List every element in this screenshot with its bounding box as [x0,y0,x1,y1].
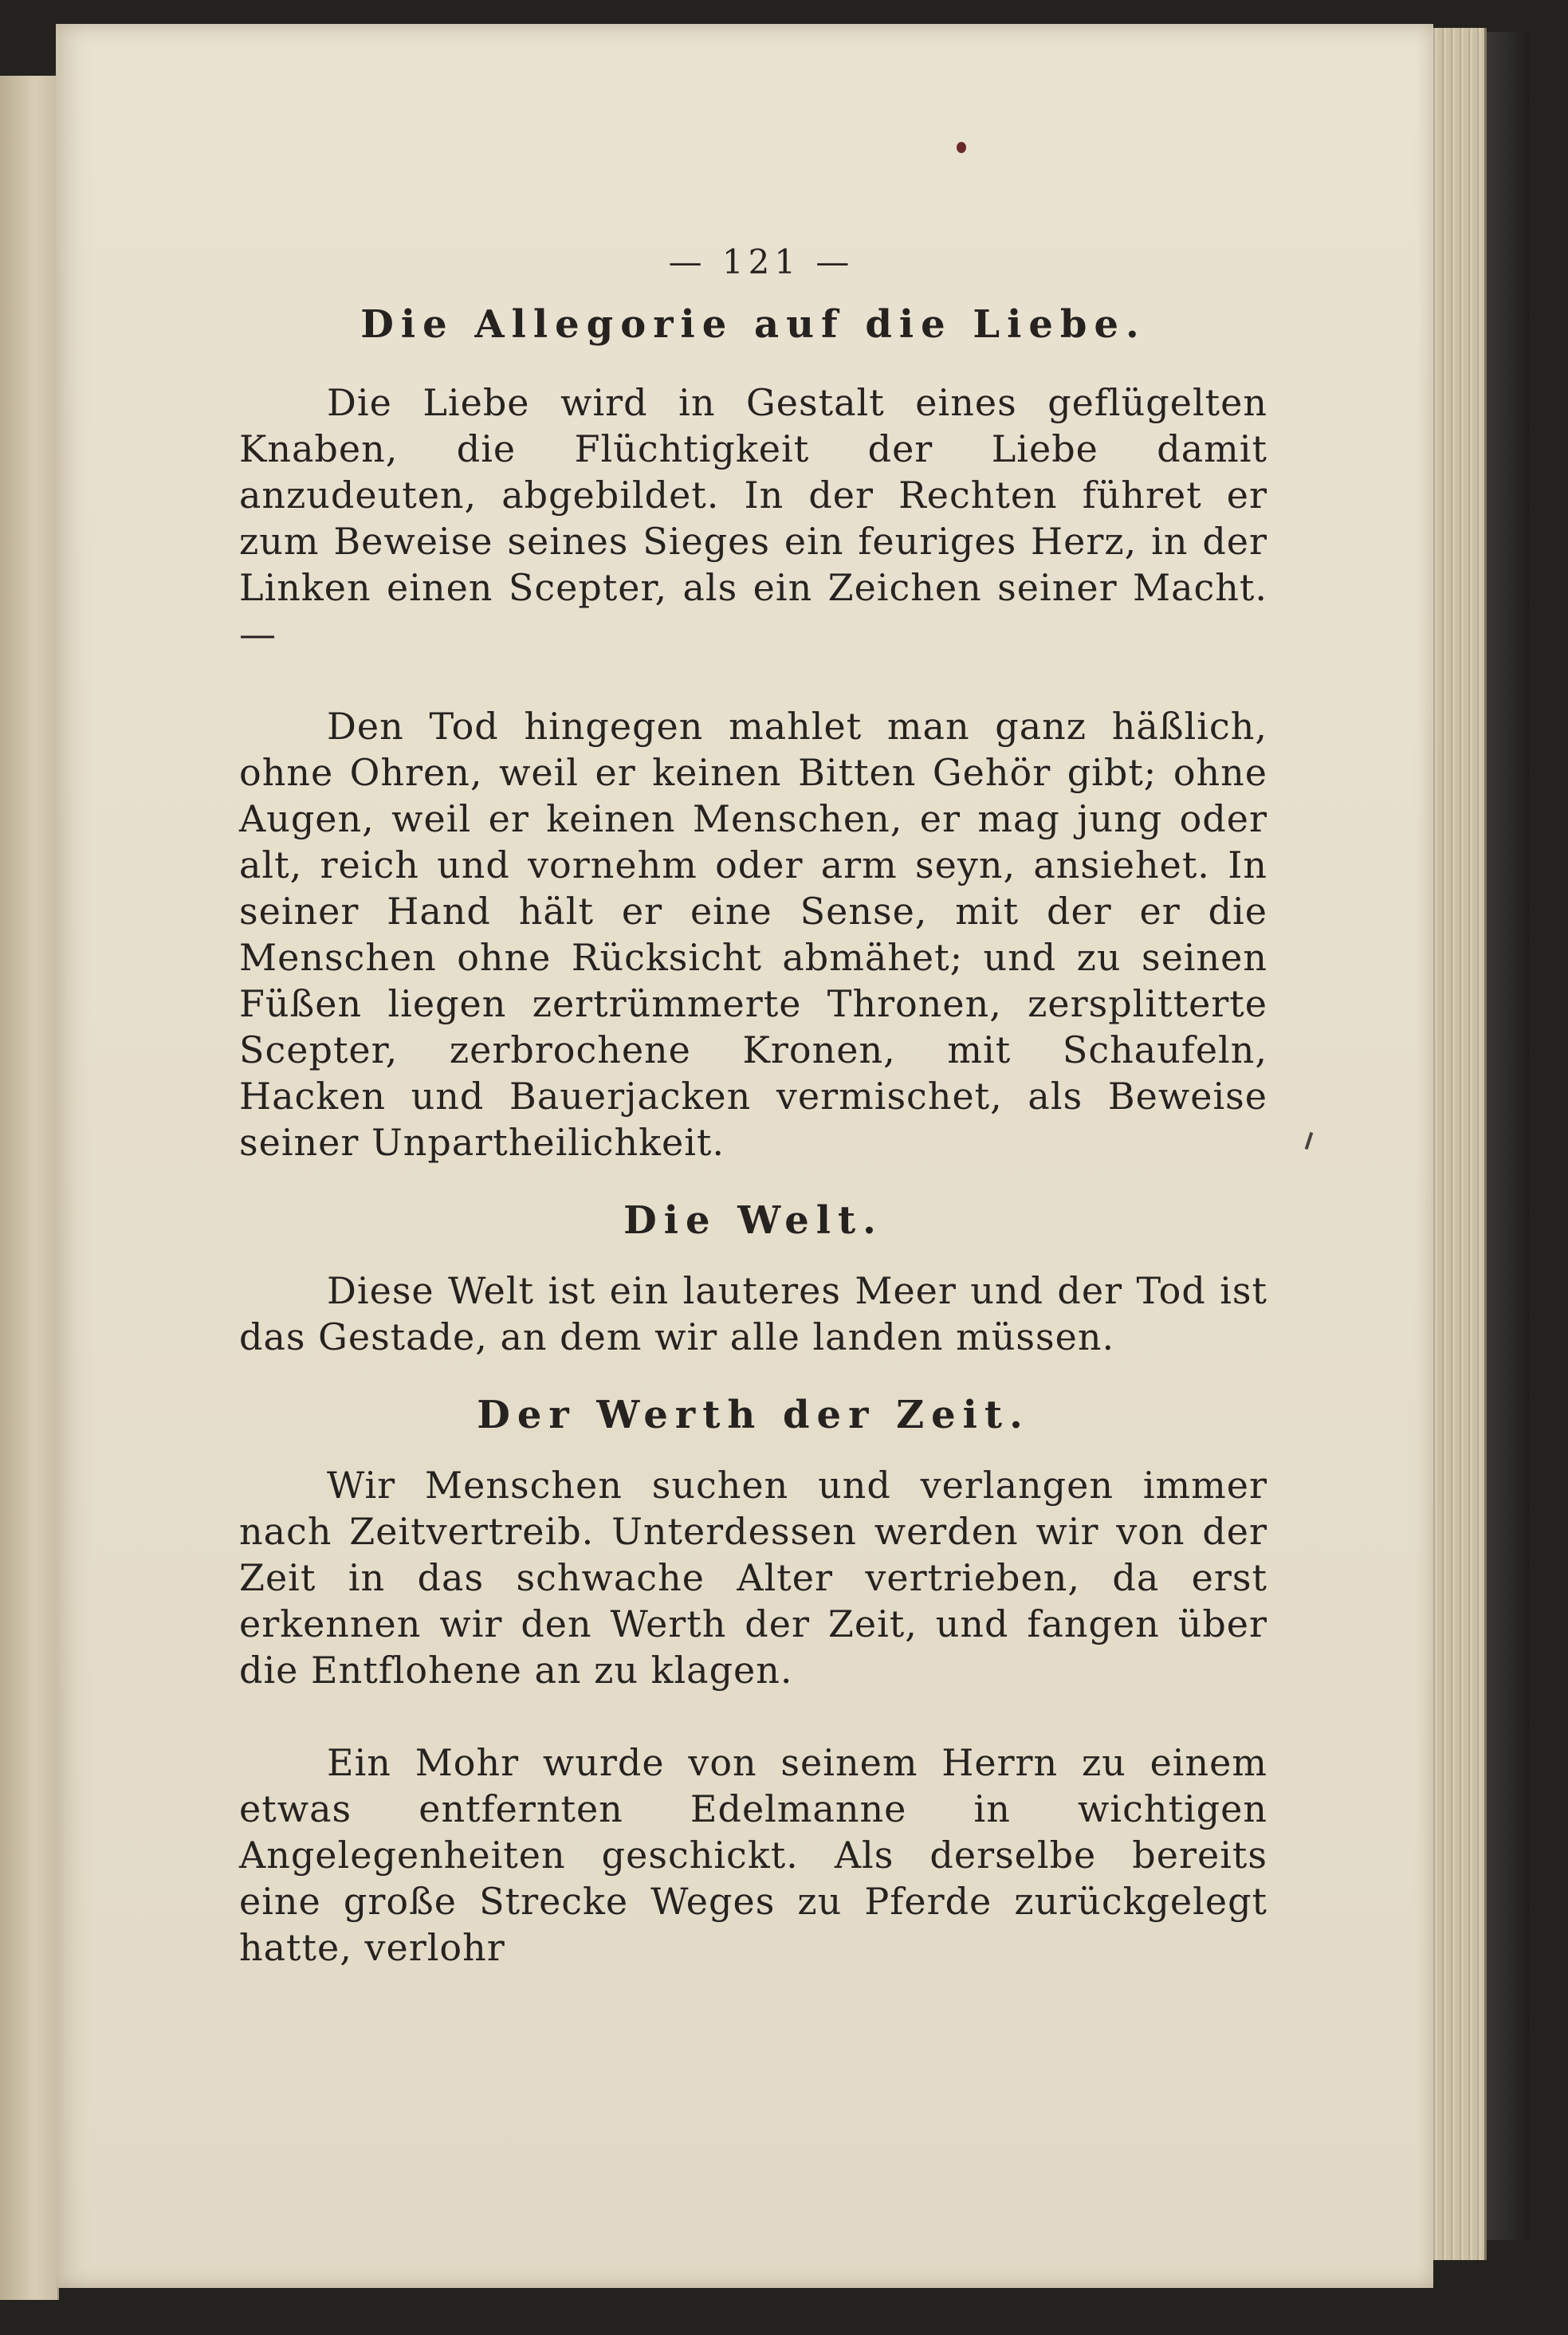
previous-page-edge [0,76,59,2300]
page-number: — 121 — [668,242,855,281]
section-heading-allegorie: Die Allegorie auf die Liebe. [360,302,1146,347]
section-heading-welt: Die Welt. [623,1198,883,1243]
book-cover-edge [1481,32,1529,2240]
stray-mark [1305,1132,1314,1150]
paragraph-zeit: Wir Menschen suchen und verlangen immer nach Zeitvertreib. Unterdessen werden wir von der Zeit in das schwache Alter vertrieben, da erst erkennen wir den Werth der Zeit, und fangen über die Entflohene an zu klagen. [239,1464,1267,1692]
book-page [56,24,1433,2288]
ink-spot [957,142,966,153]
paragraph-liebe: Die Liebe wird in Gestalt eines geflügelten Knaben, die Flüchtigkeit der Liebe damit anzudeuten, abgebildet. In der Rechten führet er zum Beweise seines Sieges ein feuriges Herz, in der Linken einen Scepter, als ein Zeichen seiner Macht. — [239,381,1267,655]
section-heading-zeit: Der Werth der Zeit. [477,1393,1030,1437]
paragraph-mohr: Ein Mohr wurde von seinem Herrn zu einem etwas entfernten Edelmanne in wichtigen Angelegenheiten geschickt. Als derselbe bereits eine große Strecke Weges zu Pferde zurückgelegt hatte, verlohr [239,1741,1267,1969]
paragraph-tod: Den Tod hingegen mahlet man ganz häßlich, ohne Ohren, weil er keinen Bitten Gehör gibt; ohne Augen, weil er keinen Menschen, er mag jung oder alt, reich und vornehm oder arm seyn, ansiehet. In seiner Hand hält er eine Sense, mit der er die Menschen ohne Rücksicht abmähet; und zu seinen Füßen liegen zertrümmerte Thronen, zersplitterte Scepter, zerbrochene Kronen, mit Schaufeln, Hacken und Bauerjacken vermischet, als Beweise seiner Unpartheilichkeit. [239,705,1267,1164]
page-text-block [239,223,1267,2017]
paragraph-welt: Diese Welt ist ein lauteres Meer und der Tod ist das Gestade, an dem wir alle landen müssen. [239,1269,1267,1358]
